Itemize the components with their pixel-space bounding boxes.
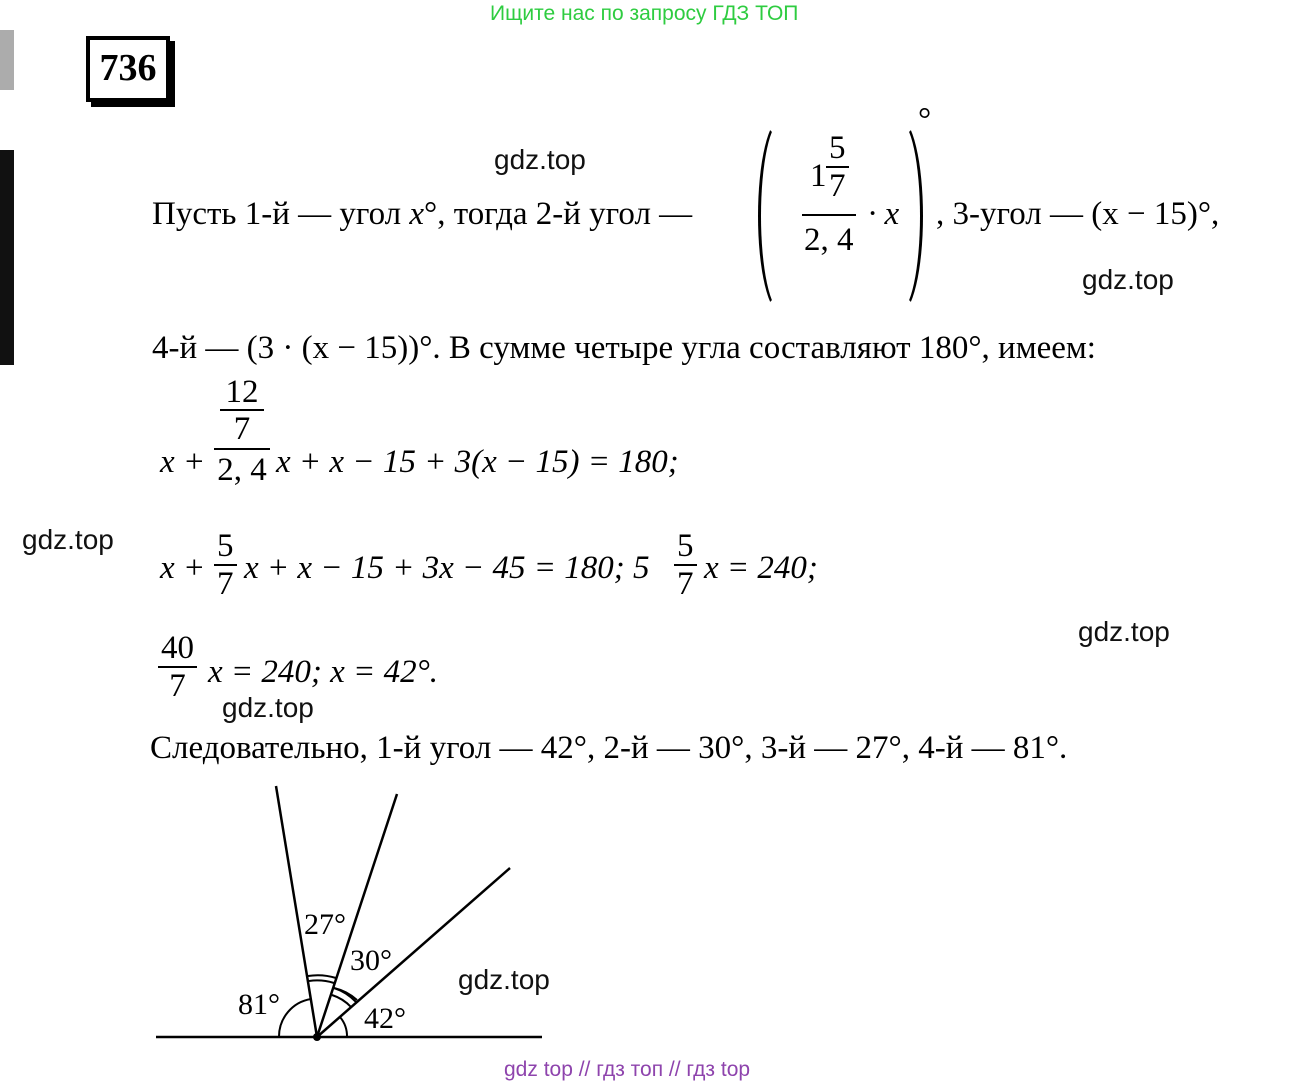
eq1-start: x + xyxy=(160,444,206,480)
eq1-fraction: 12 7 2, 4 xyxy=(214,376,270,487)
left-paren xyxy=(758,118,797,314)
times-x: · x xyxy=(868,196,900,232)
watermark: gdz.top xyxy=(458,964,550,995)
watermark: gdz.top xyxy=(494,144,586,175)
arc-27-b xyxy=(309,980,334,983)
line1-prefix: Пусть 1-й — угол x°, тогда 2-й угол — xyxy=(152,196,693,232)
footer-links[interactable]: gdz top // гдз топ // гдз top xyxy=(504,1058,751,1081)
watermark: gdz.top xyxy=(1082,264,1174,295)
problem-number: 736 xyxy=(86,36,170,102)
eq2-fraction2: $\frac{5}{7}$ xyxy=(674,530,697,601)
eq1-rest: x + x − 15 + 3(x − 15) = 180; xyxy=(276,444,679,480)
angle-label-81: 81° xyxy=(238,988,280,1021)
search-hint: Ищите нас по запросу ГДЗ ТОП xyxy=(490,2,799,25)
mixed-number: 1 $\frac{5}{7}$ xyxy=(802,132,862,214)
arc-30-a xyxy=(332,995,351,1007)
arc-81 xyxy=(279,999,311,1037)
eq3-fraction: $\frac{40}{7}$ xyxy=(158,632,197,703)
line2: 4-й — (3 · (x − 15))°. В сумме четыре угла составляют 180°, имеем: xyxy=(152,330,1096,366)
angles-figure xyxy=(150,780,550,1050)
arc-42 xyxy=(340,1017,347,1037)
degree-sign: ° xyxy=(918,102,932,138)
eq2-fraction: $\frac{5}{7}$ xyxy=(214,530,237,601)
second-angle-expression xyxy=(772,118,942,308)
scan-edge-top xyxy=(0,30,14,90)
watermark: gdz.top xyxy=(1078,616,1170,647)
eq2-start: x + xyxy=(160,550,206,586)
arc-27-a xyxy=(308,975,336,978)
line1-suffix: , 3-угол — (x − 15)°, xyxy=(936,196,1220,232)
eq3-rest: x = 240; x = 42°. xyxy=(208,654,439,690)
angle-label-27: 27° xyxy=(304,908,346,941)
fraction-denominator: 2, 4 xyxy=(804,222,854,258)
angle-label-30: 30° xyxy=(350,944,392,977)
eq2-rest2: x = 240; xyxy=(704,550,818,586)
arc-30-b xyxy=(334,988,356,1002)
eq2-rest: x + x − 15 + 3x − 45 = 180; 5 xyxy=(244,550,650,586)
fraction-bar xyxy=(802,214,856,216)
watermark: gdz.top xyxy=(22,524,114,555)
angle-label-42: 42° xyxy=(364,1002,406,1035)
conclusion: Следовательно, 1-й угол — 42°, 2-й — 30°, 3-й — 27°, 4-й — 81°. xyxy=(150,730,1068,766)
vertex-point xyxy=(313,1033,321,1041)
watermark: gdz.top xyxy=(222,692,314,723)
scan-edge xyxy=(0,150,14,365)
